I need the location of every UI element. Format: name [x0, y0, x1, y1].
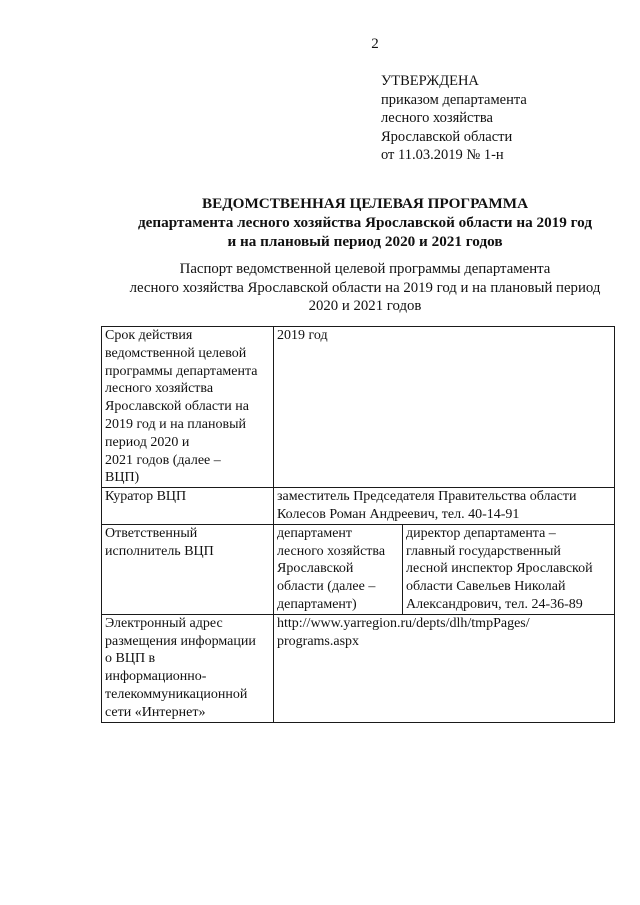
cell-line: 2021 годов (далее – — [105, 452, 221, 468]
approval-line: УТВЕРЖДЕНА — [381, 73, 479, 89]
cell-line: ВЦП) — [105, 470, 140, 486]
executor-org-cell — [274, 524, 403, 614]
cell-line: директор департамента – — [406, 525, 556, 541]
approval-line: лесного хозяйства — [381, 110, 493, 126]
cell-line: программы департамента — [105, 363, 258, 379]
cell-line: Срок действия — [105, 328, 193, 343]
program-title-line: департамента лесного хозяйства Ярославской области на 2019 год — [137, 214, 593, 231]
curator-label-cell: Куратор ВЦП — [102, 488, 274, 525]
cell-line: Ярославской — [277, 561, 354, 577]
page-number: 2 — [371, 36, 379, 52]
program-title — [40, 194, 640, 251]
cell-line: главный государственный — [406, 543, 561, 559]
program-title-line: ВЕДОМСТВЕННАЯ ЦЕЛЕВАЯ ПРОГРАММА — [201, 195, 529, 212]
passport-title-line: Паспорт ведомственной целевой программы департамента — [179, 261, 551, 277]
cell-line: лесного хозяйства — [105, 381, 214, 397]
cell-line: размещения информации — [105, 633, 256, 649]
cell-line: сети «Интернет» — [105, 704, 206, 720]
cell-line: области (далее – — [277, 579, 376, 595]
table-row-executor — [102, 524, 615, 614]
program-title-line: и на плановый период 2020 и 2021 годов — [227, 233, 503, 250]
passport-title — [40, 260, 640, 316]
cell-line: лесного хозяйства — [277, 543, 386, 559]
cell-line: Электронный адрес — [105, 615, 223, 631]
cell-line: области Савельев Николай — [406, 579, 566, 595]
cell-line: Ярославской области на — [105, 399, 249, 415]
passport-title-line: 2020 и 2021 годов — [308, 298, 422, 314]
cell-line: лесной инспектор Ярославской — [406, 561, 593, 577]
passport-table — [101, 326, 615, 723]
cell-line: Александрович, тел. 24-36-89 — [406, 596, 583, 612]
table-row-web — [102, 614, 615, 722]
term-label-cell — [102, 327, 274, 488]
approval-date-line: от 11.03.2019 № 1-н — [381, 147, 504, 163]
passport-title-line: лесного хозяйства Ярославской области на 2019 год и на плановый период — [129, 279, 601, 296]
web-url-line: programs.aspx — [277, 633, 360, 649]
table-row-term — [102, 327, 615, 488]
approval-line: приказом департамента — [381, 91, 527, 108]
term-value-cell: 2019 год — [274, 327, 615, 488]
cell-line: о ВЦП в — [105, 651, 156, 667]
cell-line: телекоммуникационной — [105, 686, 248, 702]
cell-line: ведомственной целевой — [105, 345, 247, 361]
curator-value-cell — [274, 488, 615, 525]
cell-line: департамент — [277, 525, 353, 541]
cell-line: департамент) — [277, 596, 357, 612]
web-url-cell — [274, 614, 615, 722]
web-label-cell — [102, 614, 274, 722]
web-url-line: http://www.yarregion.ru/depts/dlh/tmpPages/ — [277, 615, 530, 631]
cell-line: заместитель Председателя Правительства области — [277, 489, 577, 505]
cell-line: 2019 год и на плановый — [105, 416, 247, 432]
cell-line: информационно- — [105, 669, 207, 685]
executor-label-cell — [102, 524, 274, 614]
executor-person-cell — [403, 524, 615, 614]
cell-line: период 2020 и — [105, 434, 190, 450]
cell-line: Ответственный — [105, 525, 198, 541]
cell-line: Колесов Роман Андреевич, тел. 40-14-91 — [277, 506, 520, 522]
cell-line: исполнитель ВЦП — [105, 543, 214, 559]
approval-stamp — [381, 72, 527, 165]
approval-line: Ярославской области — [381, 128, 513, 145]
table-row-curator — [102, 488, 615, 525]
